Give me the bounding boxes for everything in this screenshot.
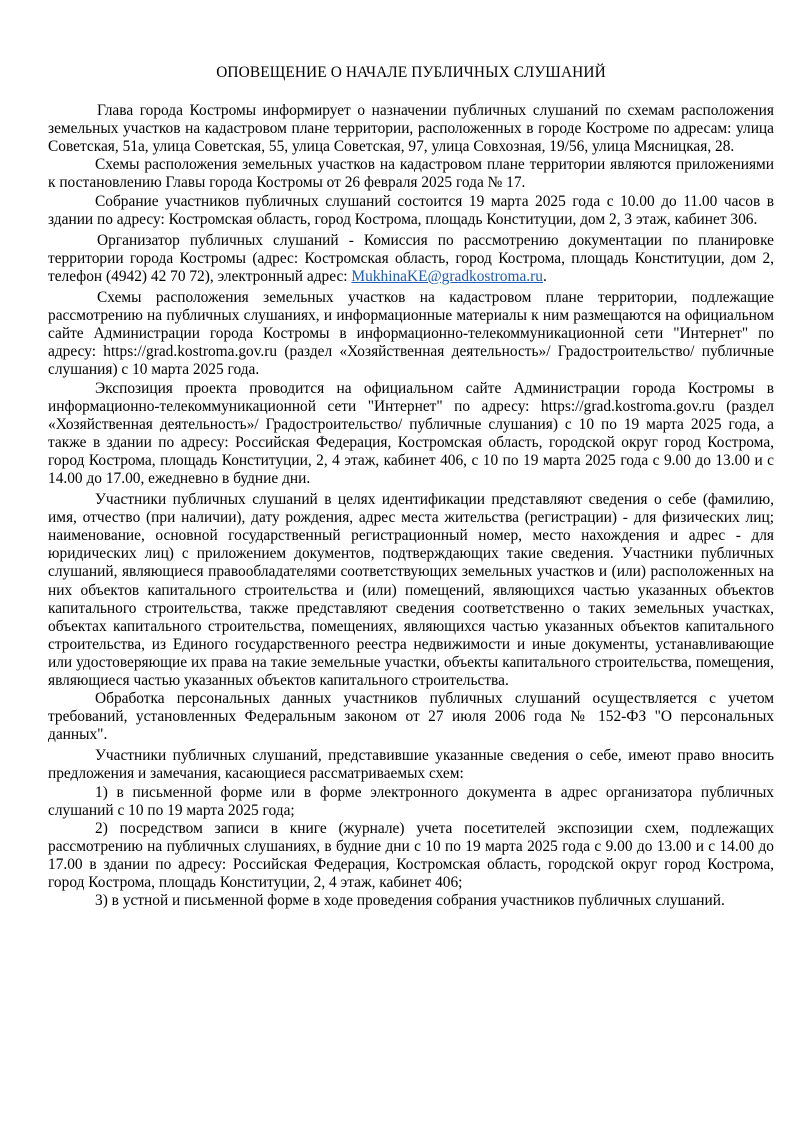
list-item-2: 2) посредством записи в книге (журнале) учета посетителей экспозиции схем, подлежащих рассмотрению на публичных слушаниях, в будние дни с 10 по 19 марта 2025 года с 9.00 до 13.00 и с 14.00 до 17.00 в здании по адресу: Российская Федерация, Костромская область, городской округ город Кострома, город Кострома, площадь Конституции, 2, 4 этаж, кабинет 406; [48,819,774,892]
paragraph-participants-rights: Участники публичных слушаний, представившие указанные сведения о себе, имеют право вносить предложения и замечания, касающиеся рассматриваемых схем: [48,747,774,783]
organizer-text-end: . [542,267,547,285]
paragraph-meeting: Собрание участников публичных слушаний состоится 19 марта 2025 года с 10.00 до 11.00 часов в здании по адресу: Костромская область, город Кострома, площадь Конституции, дом 2, 3 этаж, кабинет 306. [48,192,774,228]
paragraph-identification: Участники публичных слушаний в целях идентификации представляют сведения о себе (фамилию, имя, отчество (при наличии), дату рождения, адрес места жительства (регистрации) - для физических лиц; наименование, основной государственный регистрационный номер, место нахождения и адрес - для юридических лиц) с приложением документов, подтверждающих такие сведения. Участники публичных слушаний, являющиеся правообладателями соответствующих земельных участков и (или) расположенных на них объектов капитального строительства и (или) помещений, являющихся частью указанных объектов капитального строительства, также представляют сведения соответственно о таких земельных участках, объектах капитального строительства, помещениях, являющихся частью указанных объектов капитального строительства, из Единого государственного реестра недвижимости и иные документы, устанавливающие или удостоверяющие их права на такие земельные участки, объекты капитального строительства, помещения, являющиеся частью указанных объектов капитального строительства. [48,491,774,689]
list-item-1: 1) в письменной форме или в форме электронного документа в адрес организатора публичных слушаний с 10 по 19 марта 2025 года; [48,783,774,819]
paragraph-exposition: Экспозиция проекта проводится на официальном сайте Администрации города Костромы в информационно-телекоммуникационной сети "Интернет" по адресу: https://grad.kostroma.gov.ru (раздел «Хозяйственная деятельность»/ Градостроительство/ публичные слушания) с 10 по 19 марта 2025 года, а также в здании по адресу: Российская Федерация, Костромская область, городской округ город Кострома, город Кострома, площадь Конституции, 2, 4 этаж, кабинет 406, с 10 по 19 марта 2025 года с 9.00 до 13.00 и с 14.00 до 17.00, ежедневно в будние дни. [48,379,774,487]
document-title: ОПОВЕЩЕНИЕ О НАЧАЛЕ ПУБЛИЧНЫХ СЛУШАНИЙ [216,64,606,81]
list-item-3: 3) в устной и письменной форме в ходе проведения собрания участников публичных слушаний. [95,892,725,910]
organizer-text: Организатор публичных слушаний - Комиссия по рассмотрению документации по планировке территории города Костромы (адрес: Костромская область, город Кострома, площадь Конституции, дом 2, телефон (4942) 42 70 72), электронный адрес: [48,231,774,285]
document-page [48,64,774,910]
paragraph-personal-data: Обработка персональных данных участников публичных слушаний осуществляется с учетом требований, установленных Федеральным законом от 27 июля 2006 года № 152-ФЗ "О персональных данных". [48,690,774,744]
paragraph-organizer [48,232,774,286]
paragraph-materials: Схемы расположения земельных участков на кадастровом плане территории, подлежащие рассмотрению на публичных слушаниях, и информационные материалы к ним размещаются на официальном сайте Администрации города Костромы в информационно-телекоммуникационной сети "Интернет" по адресу: https://grad.kostroma.gov.ru (раздел «Хозяйственная деятельность»/ Градостроительство/ публичные слушания) с 10 марта 2025 года. [48,289,774,379]
paragraph-schemes-appendix: Схемы расположения земельных участков на кадастровом плане территории являются приложениями к постановлению Главы города Костромы от 26 февраля 2025 года № 17. [48,156,774,192]
paragraph-announcement: Глава города Костромы информирует о назначении публичных слушаний по схемам расположения земельных участков на кадастровом плане территории, расположенных в городе Костроме по адресам: улица Советская, 51а, улица Советская, 55, улица Советская, 97, улица Совхозная, 19/56, улица Мясницкая, 28. [48,102,774,156]
email-link[interactable]: MukhinaKE@gradkostroma.ru [351,267,543,285]
